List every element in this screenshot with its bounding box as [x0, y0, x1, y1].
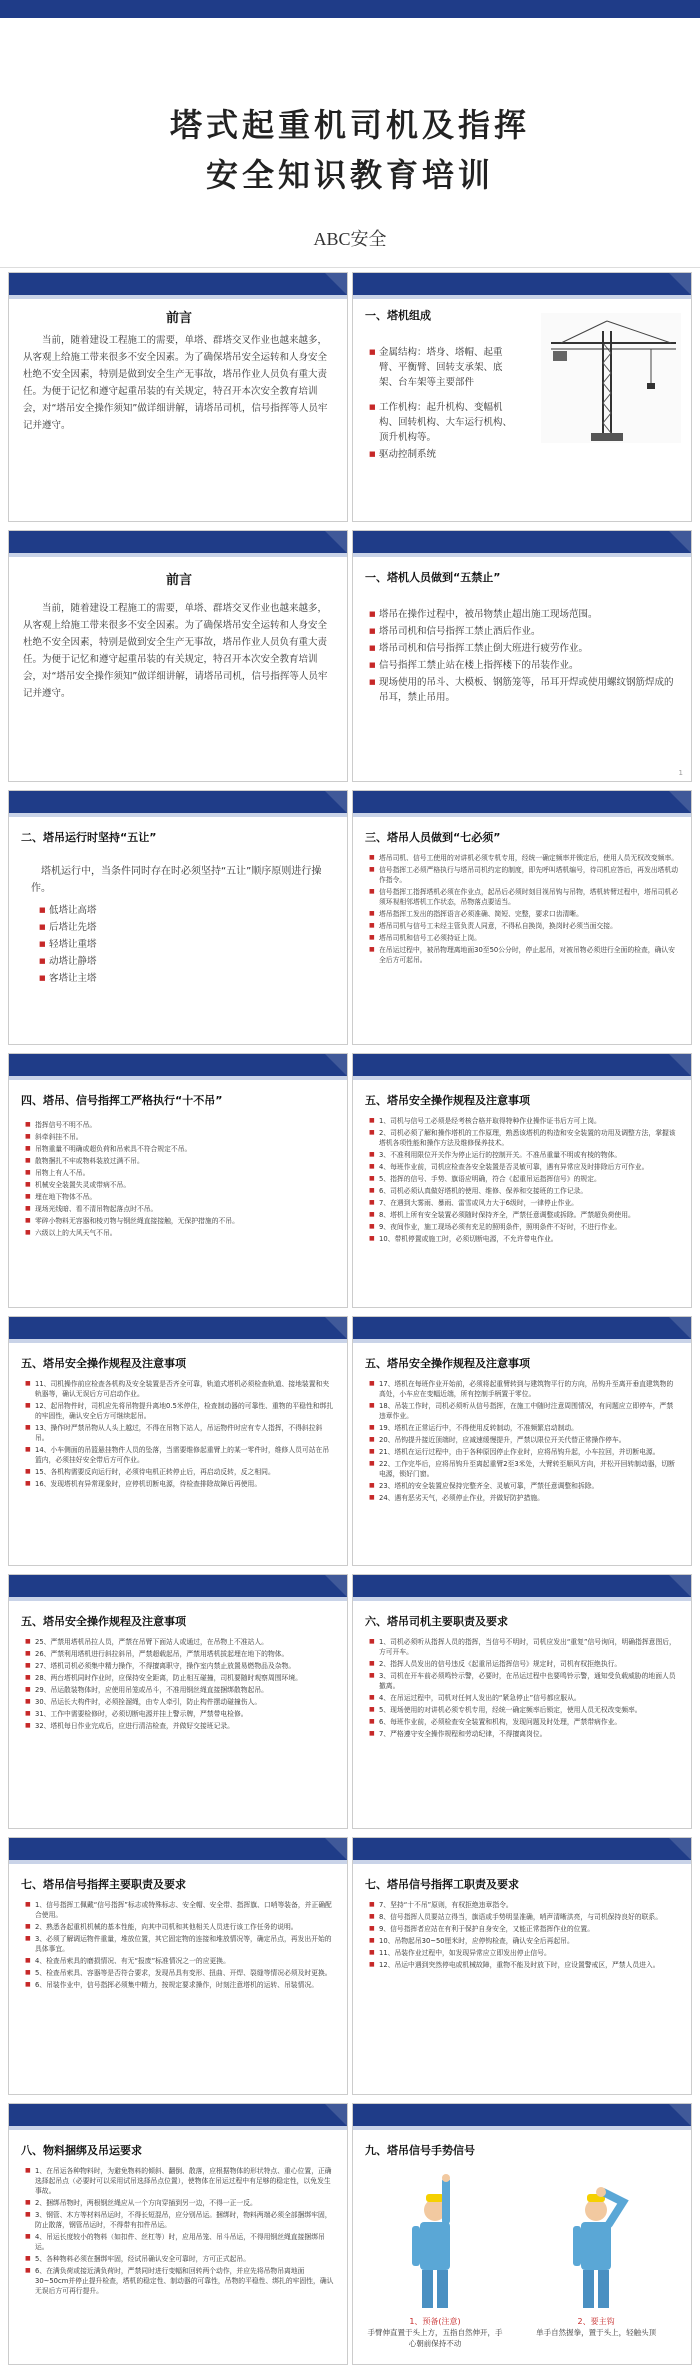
slide-header-bar: [9, 273, 347, 295]
slide-heading: 八、物料捆绑及吊运要求: [21, 2144, 142, 2157]
slide-heading: 二、塔吊运行时坚持“五让”: [21, 831, 157, 844]
list-item: ■ 2、熟悉各起重机机械的基本性能，向其中司机和其他相关人员进行该工作任务的说明。: [25, 1922, 335, 1932]
slide-header-bar: [9, 1054, 347, 1076]
slide-safety-rules-4: [8, 1574, 348, 1829]
list-item: ■ 吊物重量不明确或超负荷和吊索具不符合规定不吊。: [25, 1144, 335, 1154]
slide-heading: 前言: [165, 573, 192, 588]
slide-header-bar: [9, 531, 347, 553]
slide-intro: 塔机运行中，当条件同时存在时必须坚持“五让”顺序原则进行操作。: [31, 866, 322, 894]
slide-header-bar: [9, 1575, 347, 1597]
slide-ten-no-lift: [8, 1053, 348, 1308]
list-item: ■ 埋在地下物体不吊。: [25, 1192, 335, 1202]
list-item: ■ 3、不准利用限位开关作为停止运行的控制开关。不准吊重量不明或有棱的物体。: [369, 1150, 679, 1160]
list-item: ■ 1、在吊运各种物料时，为避免物料的倾斜、翻倒、散落，应根据物体的形状特点、重心位置，正确选择起吊点（必要时可以采用试吊选择吊点位置），使物体在吊运过程中有足够的稳定性，以免发生事故。: [25, 2166, 335, 2196]
duty-list: [353, 1896, 691, 1976]
slide-header-bar: [9, 791, 347, 813]
list-item: ■ 轻塔让重塔: [39, 937, 335, 952]
list-item: ■ 零碎小物料无容器和棱刃物与钢丝绳直接接触，无保护措施的不吊。: [25, 1216, 335, 1226]
list-item: ■ 低塔让高塔: [39, 903, 335, 918]
slide-signal-duties-1: [8, 1837, 348, 2095]
rule-list: [353, 1375, 691, 1509]
slide-heading: 前言: [165, 311, 192, 326]
slide-heading: 九、塔吊信号手势信号: [365, 2144, 475, 2157]
slide-heading: 四、塔吊、信号指挥工严格执行“十不吊”: [21, 1094, 223, 1107]
list-item: ■ 散物捆扎不牢或物料装放过满不吊。: [25, 1156, 335, 1166]
list-item: ■ 动塔让静塔: [39, 954, 335, 969]
slide-header-bar: [353, 1838, 691, 1860]
list-item: ■ 8、塔机上所有安全装置必须随时保持齐全，严禁任意调整或拆除。严禁超负荷使用。: [369, 1210, 679, 1220]
slide-five-yields: [8, 790, 348, 1045]
title-top-bar: [0, 0, 700, 18]
list-item: ■ 7、坚持“十不吊”原则，有权拒绝违章指令。: [369, 1900, 679, 1910]
slide-header-bar: [353, 791, 691, 813]
duty-list: [9, 1896, 347, 1996]
signal-figure-ready: [365, 2172, 505, 2349]
no-lift-list: [9, 1116, 347, 1244]
list-item: ■ 现场光线暗、看不清吊物起落点时不吊。: [25, 1204, 335, 1214]
list-item: ■ 驱动控制系统: [369, 447, 521, 462]
title-line-1: 塔式起重机司机及指挥: [169, 106, 530, 144]
list-item: ■ 6、司机必须认真做好塔机的使用、维修、保养和交接班的工作记录。: [369, 1186, 679, 1196]
list-item: ■ 5、指挥的信号、手势、旗语应明确，符合《起重吊运指挥信号》的规定。: [369, 1174, 679, 1184]
slide-header-bar: [353, 531, 691, 553]
company-name: ABC安全: [313, 229, 387, 249]
slide-header-bar: [353, 273, 691, 295]
slide-heading: 五、塔吊安全操作规程及注意事项: [21, 1615, 186, 1628]
list-item: ■ 24、遇有恶劣天气，必须停止作业，并做好防护措施。: [369, 1493, 679, 1503]
list-item: ■ 8、信号指挥人员要站立得当，旗语或手势明显准确，哨声清晰洪亮，与司机保持良好的联系。: [369, 1912, 679, 1922]
list-item: ■ 7、严格遵守安全操作规程和劳动纪律，不得擅离岗位。: [369, 1729, 679, 1739]
signal-description: 手臂伸直置于头上方，五指自然伸开，手心朝前保持不动: [367, 2328, 503, 2348]
slide-crane-components: [352, 272, 692, 522]
list-item: ■ 4、吊运长度较小的物料（如扣件、丝杠等）时，应用吊笼、吊斗吊运，不得用钢丝绳直接捆绑吊运。: [25, 2232, 335, 2252]
slide-five-prohibitions: [352, 530, 692, 782]
list-item: ■ 6、吊装作业中，信号指挥必须集中精力，按规定要求操作，时刻注意塔机的运转、吊装情况。: [25, 1980, 335, 1990]
list-item: ■ 7、在遇到大雾雨、暴雨、雷雪或风力大于6级时，一律停止作业。: [369, 1198, 679, 1208]
slide-header-bar: [353, 1054, 691, 1076]
slide-heading: 七、塔吊信号指挥主要职责及要求: [21, 1878, 186, 1891]
list-item: ■ 29、吊运散装物体时，应使用吊笼或吊斗，不准用钢丝绳直接捆绑散物起吊。: [25, 1685, 335, 1695]
slide-heading: 五、塔吊安全操作规程及注意事项: [21, 1357, 186, 1370]
slide-hand-signals: [352, 2103, 692, 2365]
list-item: ■ 25、严禁用塔机吊拉人员，严禁在吊臂下面站人或通过，在吊物上不准站人。: [25, 1637, 335, 1647]
slide-heading: 七、塔吊信号指挥工职责及要求: [365, 1878, 519, 1891]
list-item: ■ 6、在满负荷或接近满负荷时，严禁同时进行变幅和回转两个动作，并应先将吊物吊离地面30~50cm并停止提升检查，塔机的稳定性、制动器的可靠性，吊物的平稳性、绑扎的牢固性，确认无误后方可再行提升。: [25, 2266, 335, 2296]
slide-header-bar: [353, 2104, 691, 2126]
list-item: ■ 塔吊司机与信号工未经主管负责人同意，不得私自换岗，换岗时必须当面交接。: [369, 921, 679, 931]
component-list: [353, 341, 533, 468]
list-item: ■ 21、塔机在运行过程中，由于各种原因停止作业时，应将吊钩升起，小车拉回，并切断电源。: [369, 1447, 679, 1457]
list-item: ■ 1、信号指挥工佩戴“信号指挥”标志或特殊标志、安全帽、安全带、指挥旗、口哨等装备，并正确配合使用。: [25, 1900, 335, 1920]
signal-person-fist-on-head-icon: [551, 2172, 641, 2312]
slide-driver-duties: [352, 1574, 692, 1829]
list-item: ■ 在吊运过程中，被吊物理离地面30至50公分时，停止起吊，对被吊物必须进行全面的检查，确认安全后方可起吊。: [369, 945, 679, 965]
list-item: ■ 9、信号指挥者应站在有利于保护自身安全，又能正常指挥作业的位置。: [369, 1924, 679, 1934]
tower-crane-diagram-icon: [541, 313, 681, 443]
list-item: ■ 5、各种物料必须在捆绑牢固，经试吊确认安全可靠时，方可正式起吊。: [25, 2254, 335, 2264]
slide-heading: 五、塔吊安全操作规程及注意事项: [365, 1357, 530, 1370]
slide-heading: 三、塔吊人员做到“七必须”: [365, 831, 501, 844]
list-item: ■ 4、检查吊索具的磨损情况、有无“报废”标准情况之一的应更换。: [25, 1956, 335, 1966]
title-line-2: 安全知识教育培训: [205, 156, 494, 194]
list-item: ■ 塔吊司机、信号工使用的对讲机必须专机专用，经统一确定频率并锁定后，使用人员无权改变频率。: [369, 853, 679, 863]
list-item: ■ 塔吊司机和信号工必须持证上岗。: [369, 933, 679, 943]
list-item: ■ 22、工作完毕后，应将吊钩升至离起重臂2至3米处，大臂转至顺风方向，并松开回转制动器，切断电源，锁好门窗。: [369, 1459, 679, 1479]
slide-preface-1: [8, 272, 348, 522]
list-item: ■ 9、夜间作业，施工现场必须有充足的照明条件，照明条件不好时，不进行作业。: [369, 1222, 679, 1232]
list-item: ■ 信号指挥工指挥塔机必须在作业点，起吊后必须时刻目视吊钩与吊物，塔机转臂过程中，塔吊司机必须环视相邻塔机工作状态，吊物落点要适当。: [369, 887, 679, 907]
list-item: ■ 23、塔机的安全装置应保持完整齐全、灵敏可靠，严禁任意调整和拆除。: [369, 1481, 679, 1491]
list-item: ■ 11、司机操作前应检查各机构及安全装置是否齐全可靠，轨道式塔机必须检查轨道、接地装置和夹轨器等，确认无误后方可启动作业。: [25, 1379, 335, 1399]
list-item: ■ 2、捆绑吊物时，两根钢丝绳应从一个方向穿插到另一边，不得一正一反。: [25, 2198, 335, 2208]
list-item: ■ 塔吊在操作过程中，被吊物禁止超出施工现场范围。: [369, 607, 679, 622]
list-item: ■ 现场使用的吊斗、大模板、钢筋笼等，吊耳开焊或使用螺纹钢筋焊成的吊耳，禁止吊用。: [369, 675, 679, 705]
duty-list: [353, 1633, 691, 1745]
list-item: ■ 吊物上有人不吊。: [25, 1168, 335, 1178]
slide-preface-2: [8, 530, 348, 782]
slide-header-bar: [353, 1575, 691, 1597]
list-item: ■ 塔吊指挥工发出的指挥语言必须准确、简短、完整，要求口齿清晰。: [369, 909, 679, 919]
slide-seven-musts: [352, 790, 692, 1045]
slide-heading: 六、塔吊司机主要职责及要求: [365, 1615, 508, 1628]
must-list: [353, 849, 691, 971]
list-item: ■ 后塔让先塔: [39, 920, 335, 935]
list-item: ■ 14、小车侧面的吊篮悬挂物件人员的坠落，当需要维修起重臂上的某一零件时，维修人员可站在吊篮内，必须挂好安全带后方可作业。: [25, 1445, 335, 1465]
slide-safety-rules-3: [352, 1316, 692, 1566]
list-item: ■ 10、带机停置或施工时，必须切断电源，不允许带电作业。: [369, 1234, 679, 1244]
signal-person-arm-raised-icon: [390, 2172, 480, 2312]
list-item: ■ 3、司机在开车前必须鸣铃示警，必要时，在吊运过程中也要鸣铃示警，通知受负载威胁的地面人员撤离。: [369, 1671, 679, 1691]
slide-body: 当前，随着建设工程施工的需要，单塔、群塔交叉作业也越来越多，从客观上给施工带来很多不安全因素。为了确保塔吊安全运转和人身安全杜绝不安全因素，特别是做到安全生产无事故，塔吊作业人员负有重大责任。为便于记忆和遵守起重吊装的有关规定，特召开本次安全教育培训会，对“塔吊安全操作须知”做详细讲解，请塔吊司机，信号指挥等人员牢记并遵守。: [23, 603, 328, 699]
signal-caption: 1、预备(注意): [409, 2317, 461, 2326]
list-item: ■ 11、吊装作业过程中，如发现异常应立即发出停止信号。: [369, 1948, 679, 1958]
slide-header-bar: [9, 1317, 347, 1339]
list-item: ■ 4、每班作业前，司机应检查各安全装置是否灵敏可靠，遇有异常应及时排除后方可作业。: [369, 1162, 679, 1172]
slide-header-bar: [353, 1317, 691, 1339]
slide-material-binding: [8, 2103, 348, 2365]
slide-body: 当前，随着建设工程施工的需要，单塔、群塔交叉作业也越来越多，从客观上给施工带来很多不安全因素。为了确保塔吊安全运转和人身安全杜绝不安全因素，特别是做到安全生产无事故，塔吊作业人员负有重大责任。为便于记忆和遵守起重吊装的有关规定，特召开本次安全教育培训会，对“塔吊安全操作须知”做详细讲解，请塔吊司机，信号指挥等人员牢记并遵守。: [23, 335, 328, 431]
prohibition-list: [353, 603, 691, 711]
slide-safety-rules-2: [8, 1316, 348, 1566]
list-item: ■ 20、吊钩提升接近顶端时，应减速缓慢提升，严禁以限位开关代替正常操作停车。: [369, 1435, 679, 1445]
list-item: ■ 32、塔机每日作业完成后，应进行清洁检查，并做好交接班记录。: [25, 1721, 335, 1731]
list-item: ■ 3、必须了解调运物件重量，堆放位置，其它固定物的连接和堆放情况等，确定吊点，再发出开始的具体事宜。: [25, 1934, 335, 1954]
list-item: ■ 27、塔机司机必须集中精力操作，不得擅离职守，操作室内禁止放置易燃物品及杂物。: [25, 1661, 335, 1671]
list-item: ■ 30、吊运长大构件时，必须拴溜绳，由专人牵引，防止构件摆动碰撞伤人。: [25, 1697, 335, 1707]
list-item: ■ 12、吊运中遇到突然停电或机械故障，重物不能及时放下时，应设置警戒区，严禁人员进入。: [369, 1960, 679, 1970]
list-item: ■ 6、每班作业前，必须检查安全装置和机构，发现问题及时处理，严禁带病作业。: [369, 1717, 679, 1727]
slide-header-bar: [9, 1838, 347, 1860]
list-item: ■ 13、操作时严禁吊物从人头上越过，不得在吊物下站人，吊运物件时应有专人指挥，不得斜拉斜吊。: [25, 1423, 335, 1443]
list-item: ■ 金属结构：塔身、塔帽、起重臂、平衡臂、回转支承架、底架、台车架等主要部件: [369, 345, 521, 390]
list-item: ■ 28、两台塔机同时作业时，应保持安全距离，防止相互碰撞，司机要随时观察周围环境。: [25, 1673, 335, 1683]
list-item: ■ 1、司机必须听从指挥人员的指挥，当信号不明时，司机应发出“重复”信号询问，明确指挥意图后，方可开车。: [369, 1637, 679, 1657]
list-item: ■ 斜牵斜挂不吊。: [25, 1132, 335, 1142]
slide-header-bar: [9, 2104, 347, 2126]
yield-list: [9, 899, 347, 992]
slide-signal-duties-2: [352, 1837, 692, 2095]
list-item: ■ 2、指挥人员发出的信号违反《起重吊运指挥信号》规定时，司机有权拒绝执行。: [369, 1659, 679, 1669]
list-item: ■ 10、吊物起吊30~50厘米时，应停钩检查，确认安全后再起吊。: [369, 1936, 679, 1946]
list-item: ■ 工作机构：起升机构、变幅机构、回转机构、大车运行机构、顶升机构等。: [369, 400, 521, 445]
list-item: ■ 5、现场使用的对讲机必须专机专用，经统一确定频率后锁定，使用人员无权改变频率。: [369, 1705, 679, 1715]
list-item: ■ 机械安全装置失灵或带病不吊。: [25, 1180, 335, 1190]
signal-figure-main-hook: [526, 2172, 666, 2338]
slide-heading: 一、塔机组成: [365, 309, 431, 322]
list-item: ■ 26、严禁利用塔机进行斜拉斜吊，严禁超载起吊，严禁用塔机拔起埋在地下的物体。: [25, 1649, 335, 1659]
title-slide: [0, 0, 700, 268]
list-item: ■ 15、各机构需要反向运行时，必须待电机正转停止后，再启动反转，反之相同。: [25, 1467, 335, 1477]
list-item: ■ 信号指挥工必须严格执行与塔吊司机约定的制度，即先呼叫塔机编号，待司机应答后，再发出塔机动作指令。: [369, 865, 679, 885]
slide-heading: 五、塔吊安全操作规程及注意事项: [365, 1094, 530, 1107]
list-item: ■ 2、司机必须了解和操作塔机的工作原理，熟悉该塔机的构造和安全装置的功用及调整方法，掌握该塔机各项性能和操作方法及维修保养技术。: [369, 1128, 679, 1148]
list-item: ■ 17、塔机在每班作业开始前，必须将起重臂转到与建筑物平行的方向，吊钩升至离开垂直建筑物的高处，小车应在变幅近端，所有控制手柄置于零位。: [369, 1379, 679, 1399]
list-item: ■ 4、在吊运过程中，司机对任何人发出的“紧急停止”信号都应服从。: [369, 1693, 679, 1703]
slide-safety-rules-1: [352, 1053, 692, 1308]
rule-list: [353, 1112, 691, 1250]
rule-list: [9, 1375, 347, 1495]
list-item: ■ 客塔让主塔: [39, 971, 335, 986]
rule-list: [9, 1633, 347, 1737]
signal-description: 单手自然握拳，置于头上，轻触头顶: [536, 2328, 657, 2337]
list-item: ■ 5、检查吊索具、容器等是否符合要求，发现吊具有变形、扭曲、开焊、裂缝等情况必须及时更换。: [25, 1968, 335, 1978]
list-item: ■ 19、塔机在正常运行中，不得使用反转制动，不准频繁启动制动。: [369, 1423, 679, 1433]
list-item: ■ 指挥信号不明不吊。: [25, 1120, 335, 1130]
list-item: ■ 12、起吊物件时，司机应先将吊物提升离地0.5米停住，检查制动器的可靠性、重物的平稳性和绑扎的牢固性，确认安全后方可继续起吊。: [25, 1401, 335, 1421]
list-item: ■ 塔吊司机和信号指挥工禁止酒后作业。: [369, 624, 679, 639]
list-item: ■ 1、司机与信号工必须是经考核合格并取得特种作业操作证书后方可上岗。: [369, 1116, 679, 1126]
list-item: ■ 3、钢管、木方等材料吊运时，不得长短混吊，应分别吊运。捆绑时，物料两端必须全部捆绑牢固，防止散落，钢管吊运时，不得带有扣件吊运。: [25, 2210, 335, 2230]
list-item: ■ 16、发现塔机有异常现象时，应停机切断电源，待检查排除故障后再使用。: [25, 1479, 335, 1489]
binding-list: [9, 2162, 347, 2302]
signal-caption: 2、要主钩: [577, 2317, 615, 2326]
list-item: ■ 六级以上的大风天气不吊。: [25, 1228, 335, 1238]
list-item: ■ 塔吊司机和信号指挥工禁止倒大班进行疲劳作业。: [369, 641, 679, 656]
list-item: ■ 31、工作中需要检修时，必须切断电源并挂上警示牌，严禁带电检修。: [25, 1709, 335, 1719]
list-item: ■ 信号指挥工禁止站在楼上指挥楼下的吊装作业。: [369, 658, 679, 673]
page-number: 1: [678, 769, 683, 777]
list-item: ■ 18、吊装工作时，司机必须听从信号指挥，在施工中随时注意周围情况，有问题应立即停车，严禁违章作业。: [369, 1401, 679, 1421]
slide-heading: 一、塔机人员做到“五禁止”: [365, 571, 501, 584]
